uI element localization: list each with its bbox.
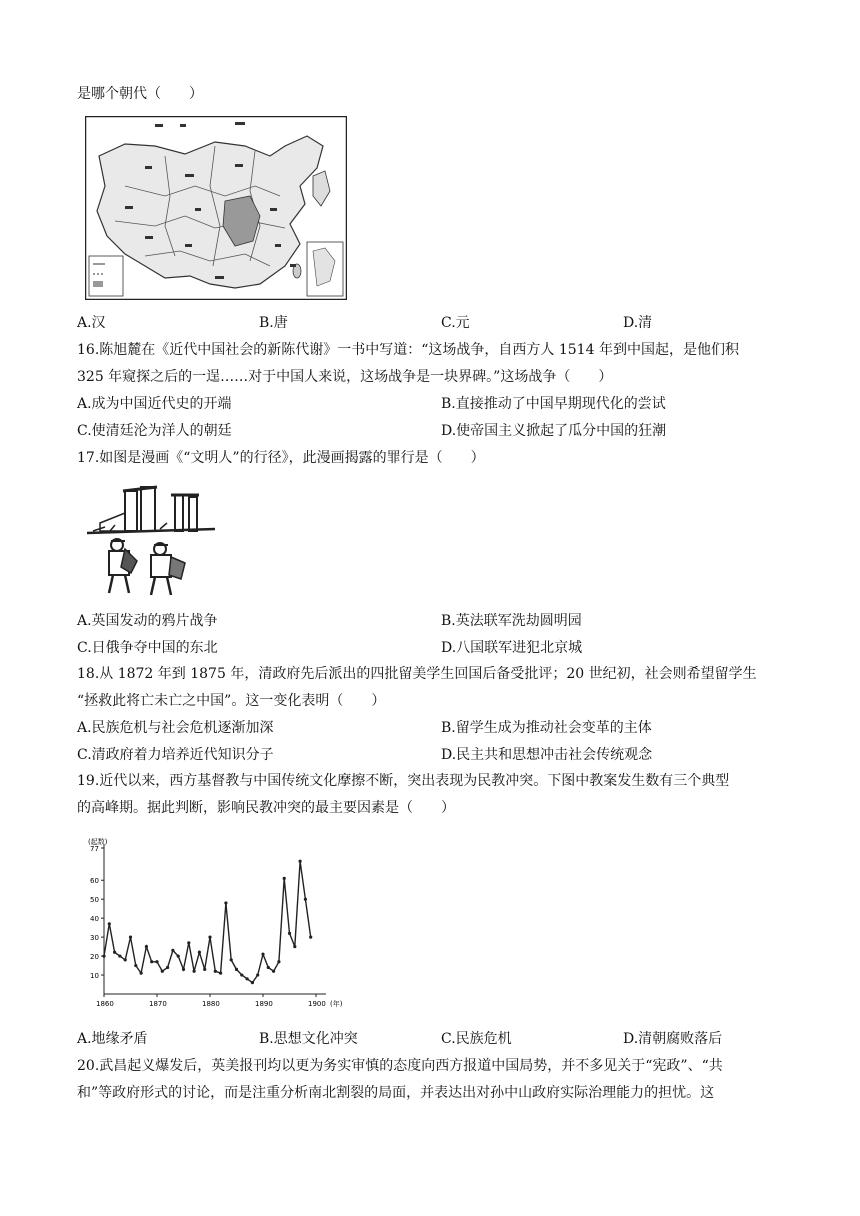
chart-point — [140, 972, 143, 975]
q18-option-d[interactable]: D.民主共和思想冲击社会传统观念 — [441, 747, 653, 763]
chart-y-tick-label: 20 — [90, 953, 99, 962]
chart-point — [246, 977, 249, 980]
chart-point — [118, 954, 121, 957]
chart-point — [235, 968, 238, 971]
q15-option-b[interactable]: B.唐 — [259, 315, 288, 331]
chart-point — [124, 958, 127, 961]
chart-xlabel: (年) — [330, 1000, 343, 1008]
q15-option-c[interactable]: C.元 — [441, 315, 470, 331]
chart-point — [187, 941, 190, 944]
chart-point — [113, 951, 116, 954]
q19-option-b[interactable]: B.思想文化冲突 — [259, 1031, 358, 1047]
chart-point — [267, 966, 270, 969]
q16-stem-line1: 16.陈旭麓在《近代中国社会的新陈代谢》一书中写道：“这场战争，自西方人 1514 年到中国起，是他们积 — [77, 342, 739, 358]
chart-y-tick-label: 30 — [90, 934, 99, 943]
chart-point — [155, 960, 158, 963]
chart-point — [198, 951, 201, 954]
missionary-cases-chart — [84, 834, 354, 1010]
chart-y-tick-label: 50 — [90, 896, 99, 905]
q16-stem-line2: 325 年窥探之后的一逞……对于中国人来说，这场战争是一块界碑。”这场战争（ ） — [77, 369, 613, 385]
q16-option-b[interactable]: B.直接推动了中国早期现代化的尝试 — [441, 396, 666, 412]
chart-point — [208, 936, 211, 939]
chart-point — [230, 958, 233, 961]
chart-point — [145, 945, 148, 948]
chart-point — [219, 972, 222, 975]
q18-option-a[interactable]: A.民族危机与社会危机逐渐加深 — [77, 720, 274, 736]
chart-point — [203, 968, 206, 971]
chart-x-tick-label: 1860 — [96, 1000, 114, 1008]
q16-option-c[interactable]: C.使清廷沦为洋人的朝廷 — [77, 423, 232, 439]
q16-option-d[interactable]: D.使帝国主义掀起了瓜分中国的狂潮 — [441, 423, 667, 439]
q19-option-c[interactable]: C.民族危机 — [441, 1031, 512, 1047]
chart-ylabel: (起数) — [88, 838, 108, 846]
chart-point — [299, 860, 302, 863]
chart-point — [177, 954, 180, 957]
chart-point — [256, 973, 259, 976]
chart-point — [272, 970, 275, 973]
chart-point — [251, 981, 254, 984]
q17-option-c[interactable]: C.日俄争夺中国的东北 — [77, 640, 218, 656]
chart-y-tick-label: 40 — [90, 915, 99, 924]
q17-option-d[interactable]: D.八国联军进犯北京城 — [441, 640, 583, 656]
q19-stem-line2: 的高峰期。据此判断，影响民教冲突的最主要因素是（ ） — [77, 800, 455, 816]
q19-option-d[interactable]: D.清朝腐败落后 — [623, 1031, 723, 1047]
chart-point — [277, 960, 280, 963]
chart-point — [304, 898, 307, 901]
map-of-china-icon — [85, 116, 347, 300]
chart-point — [224, 901, 227, 904]
chart-point — [150, 960, 153, 963]
q20-stem-line1: 20.武昌起义爆发后，英美报刊均以更为务实审慎的态度向西方报道中国局势，并不多见关于“宪政”、“共 — [77, 1058, 723, 1074]
chart-y-tick-label: 60 — [90, 877, 99, 886]
chart-point — [240, 973, 243, 976]
chart-point — [214, 970, 217, 973]
chart-point — [182, 968, 185, 971]
chart-point — [171, 949, 174, 952]
chart-x-tick-label: 1870 — [149, 1000, 167, 1008]
chart-x-tick-label: 1900 — [308, 1000, 326, 1008]
chart-point — [283, 877, 286, 880]
chart-x-tick-label: 1880 — [202, 1000, 220, 1008]
chart-point — [108, 922, 111, 925]
chart-x-tick-label: 1890 — [255, 1000, 273, 1008]
chart-point — [166, 966, 169, 969]
q15-option-d[interactable]: D.清 — [623, 315, 653, 331]
chart-point — [193, 970, 196, 973]
q19-option-a[interactable]: A.地缘矛盾 — [77, 1031, 148, 1047]
q17-stem: 17.如图是漫画《“文明人”的行径》，此漫画揭露的罪行是（ ） — [77, 450, 485, 466]
chart-point — [309, 936, 312, 939]
chart-point — [288, 932, 291, 935]
chart-point — [261, 953, 264, 956]
q19-stem-line1: 19.近代以来，西方基督教与中国传统文化摩擦不断，突出表现为民教冲突。下图中教案发生数有三个典型 — [77, 773, 730, 789]
q18-option-c[interactable]: C.清政府着力培养近代知识分子 — [77, 747, 274, 763]
chart-point — [293, 945, 296, 948]
q15-option-a[interactable]: A.汉 — [77, 315, 106, 331]
q15-stem: 是哪个朝代（ ） — [77, 86, 203, 102]
chart-y-tick-label: 77 — [90, 845, 99, 853]
chart-y-tick-label: 10 — [90, 972, 99, 981]
chart-point — [161, 970, 164, 973]
q18-stem-line2: “拯救此将亡未亡之中国”。这一变化表明（ ） — [77, 693, 386, 709]
cartoon-looting-icon — [85, 483, 220, 601]
q17-option-a[interactable]: A.英国发动的鸦片战争 — [77, 613, 218, 629]
q20-stem-line2: 和”等政府形式的讨论，而是注重分析南北割裂的局面，并表达出对孙中山政府实际治理能力的担忧。这 — [77, 1085, 715, 1101]
q18-stem-line1: 18.从 1872 年到 1875 年，清政府先后派出的四批留美学生回国后备受批评；20 世纪初，社会则希望留学生 — [77, 666, 757, 682]
q17-option-b[interactable]: B.英法联军洗劫圆明园 — [441, 613, 582, 629]
q16-option-a[interactable]: A.成为中国近代史的开端 — [77, 396, 232, 412]
chart-point — [134, 964, 137, 967]
chart-point — [129, 936, 132, 939]
chart-point — [102, 954, 105, 957]
q18-option-b[interactable]: B.留学生成为推动社会变革的主体 — [441, 720, 652, 736]
